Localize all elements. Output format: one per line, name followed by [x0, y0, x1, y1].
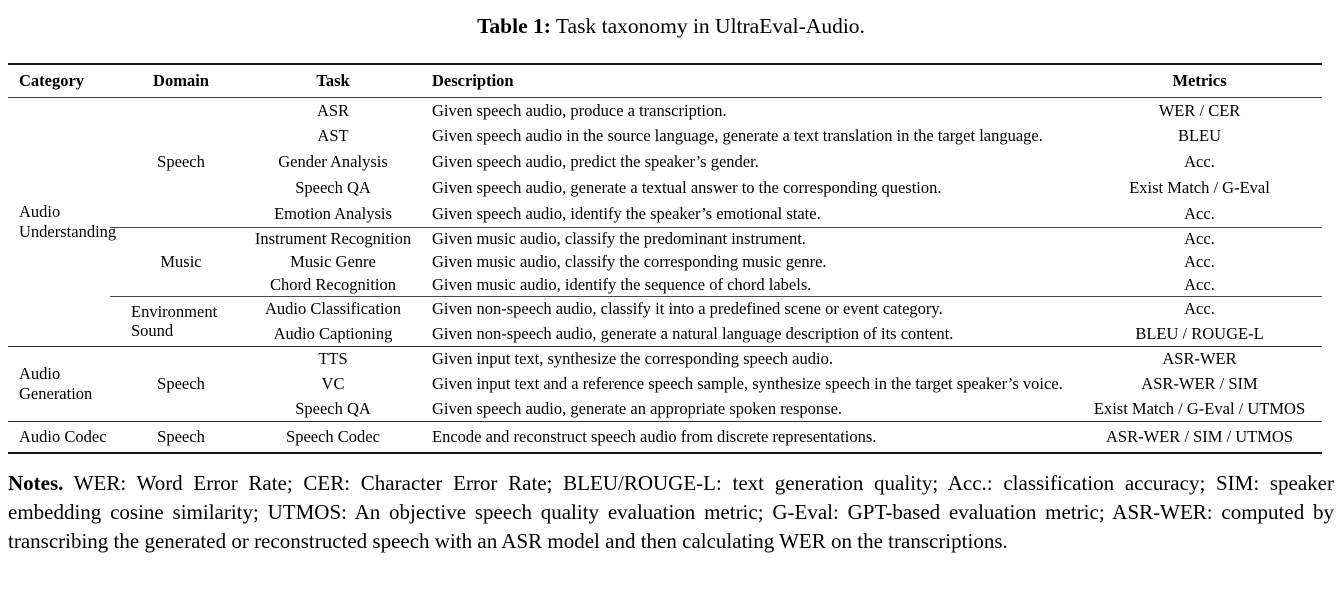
task-cell: Speech QA: [295, 398, 371, 418]
task-cell: Gender Analysis: [278, 152, 388, 172]
column-header-task: Task: [252, 64, 414, 97]
notes-text: WER: Word Error Rate; CER: Character Error Rate; BLEU/ROUGE-L: text generation quality; Acc.: classification accuracy; SIM: speaker embedding cosine similarity; UTMOS: An objective speech quality evaluation metric; G-Eval: GPT-based evaluation metric; ASR-WER: computed by transcribing the generated or reconstructed speech with an ASR model and then calculating WER on the transcriptions.: [8, 471, 1334, 553]
category-cell: [8, 97, 117, 346]
metrics-cell: ASR-WER / SIM / UTMOS: [1077, 421, 1322, 453]
description-cell: Given non-speech audio, generate a natural language description of its content.: [432, 323, 954, 343]
description-cell: Given speech audio, predict the speaker’s gender.: [432, 152, 759, 172]
notes-label: Notes.: [8, 471, 64, 495]
metrics-cell: Acc.: [1077, 227, 1322, 250]
domain-label: Speech: [157, 373, 205, 393]
metrics-cell: ASR-WER: [1077, 346, 1322, 371]
metrics-cell: BLEU / ROUGE-L: [1135, 323, 1264, 343]
metrics-cell: Exist Match / G-Eval / UTMOS: [1093, 398, 1306, 418]
table-row: [8, 346, 1322, 371]
domain-cell: [110, 346, 252, 421]
table-row: [8, 421, 1322, 453]
domain-cell: [110, 296, 252, 346]
description-cell: Given speech audio in the source language, generate a text translation in the target language.: [432, 126, 1043, 146]
metrics-cell: Acc.: [1184, 152, 1215, 172]
task-cell: VC: [321, 373, 345, 393]
domain-label: Music: [160, 251, 202, 271]
category-cell: Audio Codec: [8, 421, 110, 453]
metrics-cell: ASR-WER / SIM: [1141, 373, 1258, 393]
table-notes: [8, 469, 1334, 556]
task-cell: Chord Recognition: [269, 274, 397, 294]
domain-label: Environment Sound: [131, 301, 218, 340]
description-cell: Given speech audio, identify the speaker’s emotional state.: [432, 204, 821, 224]
table-caption-label: Table 1:: [477, 14, 551, 38]
column-header-category: Category: [8, 64, 110, 97]
column-header-description: Description: [414, 64, 1077, 97]
metrics-cell: Exist Match / G-Eval: [1129, 178, 1270, 198]
task-cell: Speech Codec: [252, 421, 414, 453]
column-header-domain: Domain: [110, 64, 252, 97]
metrics-cell: Acc.: [1184, 204, 1215, 224]
description-cell: Given non-speech audio, classify it into a predefined scene or event category.: [414, 296, 1077, 321]
domain-label: Speech: [157, 152, 205, 172]
task-taxonomy-table: [8, 63, 1322, 454]
table-caption: [8, 14, 1334, 39]
table-row: [8, 296, 1322, 321]
table-header-row: [8, 64, 1322, 97]
category-label: Audio Understanding: [19, 202, 117, 241]
table-row: [8, 97, 1322, 123]
metrics-cell: Acc.: [1184, 274, 1215, 294]
metrics-cell: Acc.: [1184, 251, 1215, 271]
metrics-cell: Acc.: [1077, 296, 1322, 321]
description-cell: Given speech audio, generate a textual answer to the corresponding question.: [432, 178, 942, 198]
task-cell: Music Genre: [290, 251, 376, 271]
metrics-cell: BLEU: [1177, 126, 1222, 146]
task-cell: Emotion Analysis: [274, 204, 392, 224]
domain-cell: [110, 97, 252, 227]
description-cell: Given music audio, identify the sequence of chord labels.: [432, 274, 812, 294]
description-cell: Given music audio, classify the corresponding music genre.: [432, 251, 827, 271]
table-row: [8, 227, 1322, 250]
table-caption-text: Task taxonomy in UltraEval-Audio.: [550, 14, 865, 38]
description-cell: Given music audio, classify the predominant instrument.: [414, 227, 1077, 250]
description-cell: Given input text and a reference speech sample, synthesize speech in the target speaker’s voice.: [432, 373, 1063, 393]
column-header-metrics: Metrics: [1077, 64, 1322, 97]
description-cell: Given speech audio, generate an appropriate spoken response.: [432, 398, 843, 418]
metrics-cell: WER / CER: [1158, 100, 1241, 120]
domain-cell: Speech: [110, 421, 252, 453]
task-cell: AST: [317, 126, 349, 146]
task-cell: TTS: [252, 346, 414, 371]
task-cell: Audio Captioning: [273, 323, 393, 343]
description-cell: Given input text, synthesize the corresponding speech audio.: [414, 346, 1077, 371]
category-label: Audio Generation: [19, 364, 93, 403]
task-cell: Instrument Recognition: [252, 227, 414, 250]
description-cell: Given speech audio, produce a transcription.: [432, 100, 727, 120]
task-cell: Speech QA: [295, 178, 371, 198]
task-cell: ASR: [316, 100, 350, 120]
category-cell: [8, 346, 110, 421]
task-cell: Audio Classification: [252, 296, 414, 321]
description-cell: Encode and reconstruct speech audio from discrete representations.: [414, 421, 1077, 453]
domain-cell: [110, 227, 252, 296]
